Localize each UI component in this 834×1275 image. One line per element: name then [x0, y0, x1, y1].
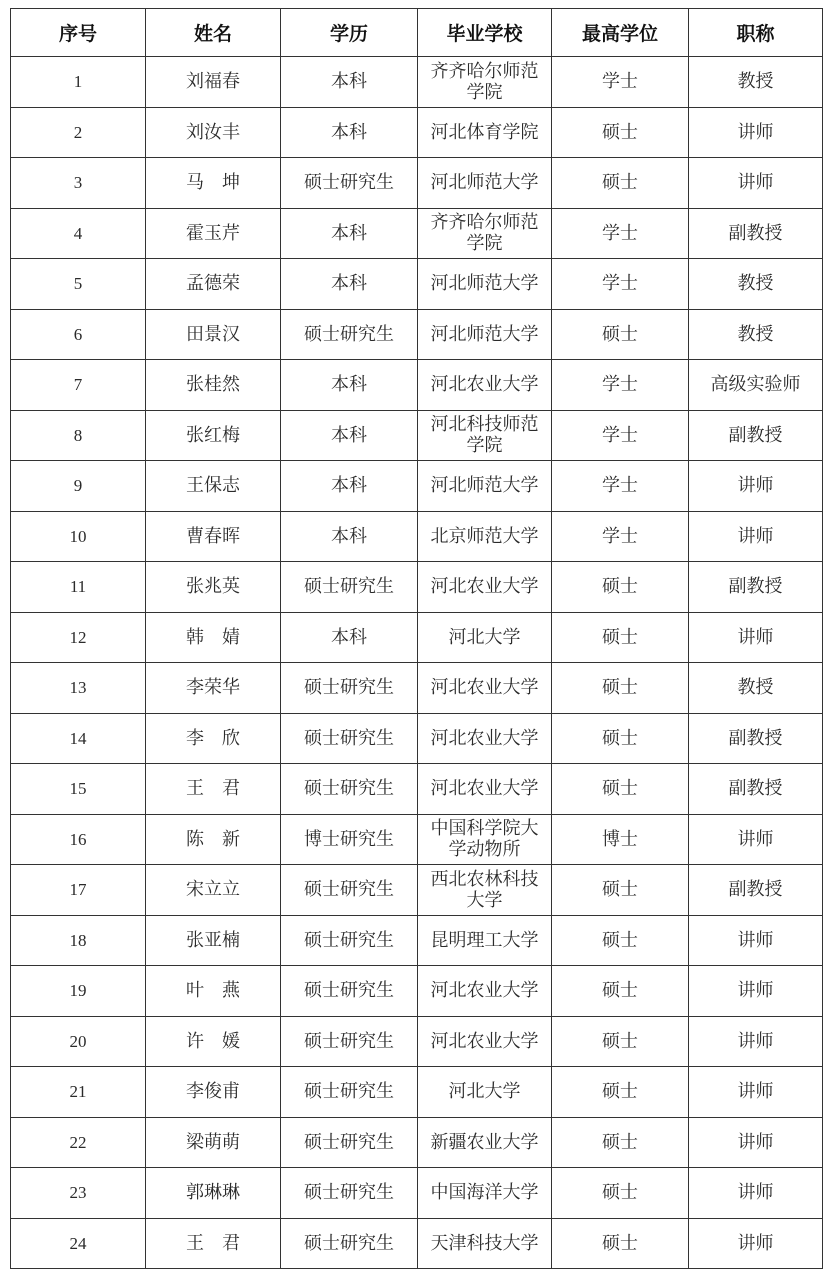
cell-serial-number: 19 [11, 966, 146, 1017]
cell-professional-title: 讲师 [689, 1067, 823, 1118]
cell-highest-degree: 硕士 [552, 107, 689, 158]
table-row [11, 1168, 823, 1219]
cell-education: 硕士研究生 [281, 865, 418, 916]
cell-graduated-school: 河北师范大学 [418, 259, 552, 310]
cell-name: 张亚楠 [146, 915, 281, 966]
cell-serial-number: 13 [11, 663, 146, 714]
cell-education: 硕士研究生 [281, 764, 418, 815]
table-body [11, 57, 823, 1269]
table-row [11, 107, 823, 158]
cell-highest-degree: 硕士 [552, 158, 689, 209]
cell-name: 张桂然 [146, 360, 281, 411]
cell-graduated-school: 西北农林科技大学 [418, 865, 552, 916]
header-serial-number: 序号 [11, 9, 146, 57]
table-row [11, 158, 823, 209]
cell-professional-title: 讲师 [689, 107, 823, 158]
cell-professional-title: 教授 [689, 259, 823, 310]
cell-graduated-school: 天津科技大学 [418, 1218, 552, 1269]
cell-serial-number: 6 [11, 309, 146, 360]
cell-highest-degree: 学士 [552, 410, 689, 461]
cell-serial-number: 4 [11, 208, 146, 259]
cell-serial-number: 20 [11, 1016, 146, 1067]
table-row [11, 410, 823, 461]
table-row [11, 1117, 823, 1168]
table-row [11, 562, 823, 613]
cell-highest-degree: 硕士 [552, 1016, 689, 1067]
cell-highest-degree: 学士 [552, 461, 689, 512]
cell-name: 李荣华 [146, 663, 281, 714]
cell-serial-number: 11 [11, 562, 146, 613]
cell-professional-title: 教授 [689, 663, 823, 714]
cell-education: 硕士研究生 [281, 663, 418, 714]
cell-highest-degree: 硕士 [552, 764, 689, 815]
cell-highest-degree: 学士 [552, 360, 689, 411]
cell-serial-number: 23 [11, 1168, 146, 1219]
cell-serial-number: 18 [11, 915, 146, 966]
header-name: 姓名 [146, 9, 281, 57]
cell-education: 硕士研究生 [281, 713, 418, 764]
cell-name: 许 媛 [146, 1016, 281, 1067]
cell-highest-degree: 硕士 [552, 309, 689, 360]
cell-name: 王 君 [146, 1218, 281, 1269]
table-row [11, 208, 823, 259]
faculty-roster-sheet [10, 8, 822, 1269]
table-row [11, 511, 823, 562]
cell-education: 硕士研究生 [281, 1168, 418, 1219]
cell-graduated-school: 河北农业大学 [418, 966, 552, 1017]
cell-graduated-school: 河北体育学院 [418, 107, 552, 158]
cell-name: 霍玉芹 [146, 208, 281, 259]
cell-education: 硕士研究生 [281, 309, 418, 360]
cell-education: 硕士研究生 [281, 1117, 418, 1168]
cell-education: 本科 [281, 208, 418, 259]
cell-serial-number: 10 [11, 511, 146, 562]
cell-professional-title: 讲师 [689, 612, 823, 663]
faculty-roster-table [10, 8, 823, 1269]
cell-graduated-school: 河北农业大学 [418, 562, 552, 613]
cell-serial-number: 22 [11, 1117, 146, 1168]
cell-education: 本科 [281, 461, 418, 512]
cell-education: 本科 [281, 107, 418, 158]
table-row [11, 1218, 823, 1269]
cell-education: 硕士研究生 [281, 158, 418, 209]
cell-name: 孟德荣 [146, 259, 281, 310]
table-row [11, 713, 823, 764]
cell-highest-degree: 硕士 [552, 663, 689, 714]
cell-graduated-school: 齐齐哈尔师范学院 [418, 208, 552, 259]
table-row [11, 865, 823, 916]
cell-name: 张兆英 [146, 562, 281, 613]
cell-serial-number: 7 [11, 360, 146, 411]
cell-professional-title: 讲师 [689, 461, 823, 512]
cell-name: 张红梅 [146, 410, 281, 461]
cell-serial-number: 16 [11, 814, 146, 865]
cell-professional-title: 副教授 [689, 865, 823, 916]
cell-graduated-school: 中国海洋大学 [418, 1168, 552, 1219]
table-row [11, 1016, 823, 1067]
cell-serial-number: 24 [11, 1218, 146, 1269]
cell-serial-number: 12 [11, 612, 146, 663]
cell-education: 硕士研究生 [281, 562, 418, 613]
cell-graduated-school: 河北科技师范学院 [418, 410, 552, 461]
cell-professional-title: 讲师 [689, 814, 823, 865]
cell-highest-degree: 硕士 [552, 915, 689, 966]
cell-graduated-school: 河北农业大学 [418, 764, 552, 815]
cell-education: 本科 [281, 410, 418, 461]
cell-professional-title: 讲师 [689, 1117, 823, 1168]
cell-education: 硕士研究生 [281, 1218, 418, 1269]
cell-name: 田景汉 [146, 309, 281, 360]
cell-serial-number: 9 [11, 461, 146, 512]
cell-graduated-school: 新疆农业大学 [418, 1117, 552, 1168]
cell-highest-degree: 学士 [552, 259, 689, 310]
table-row [11, 814, 823, 865]
header-graduated-school: 毕业学校 [418, 9, 552, 57]
cell-education: 硕士研究生 [281, 966, 418, 1017]
cell-serial-number: 2 [11, 107, 146, 158]
cell-name: 王 君 [146, 764, 281, 815]
cell-highest-degree: 硕士 [552, 1117, 689, 1168]
cell-professional-title: 讲师 [689, 915, 823, 966]
cell-highest-degree: 硕士 [552, 562, 689, 613]
cell-graduated-school: 北京师范大学 [418, 511, 552, 562]
header-professional-title: 职称 [689, 9, 823, 57]
table-row [11, 461, 823, 512]
cell-graduated-school: 中国科学院大学动物所 [418, 814, 552, 865]
cell-graduated-school: 河北农业大学 [418, 663, 552, 714]
cell-name: 李俊甫 [146, 1067, 281, 1118]
cell-education: 硕士研究生 [281, 915, 418, 966]
header-highest-degree: 最高学位 [552, 9, 689, 57]
cell-serial-number: 15 [11, 764, 146, 815]
cell-graduated-school: 河北师范大学 [418, 461, 552, 512]
cell-serial-number: 8 [11, 410, 146, 461]
cell-professional-title: 教授 [689, 57, 823, 108]
cell-education: 本科 [281, 612, 418, 663]
cell-highest-degree: 硕士 [552, 1168, 689, 1219]
cell-professional-title: 教授 [689, 309, 823, 360]
cell-graduated-school: 河北师范大学 [418, 309, 552, 360]
cell-serial-number: 14 [11, 713, 146, 764]
header-row [11, 9, 823, 57]
cell-professional-title: 讲师 [689, 511, 823, 562]
cell-professional-title: 副教授 [689, 562, 823, 613]
table-row [11, 1067, 823, 1118]
cell-serial-number: 1 [11, 57, 146, 108]
cell-professional-title: 副教授 [689, 713, 823, 764]
header-education: 学历 [281, 9, 418, 57]
cell-graduated-school: 河北大学 [418, 1067, 552, 1118]
table-row [11, 663, 823, 714]
cell-name: 梁萌萌 [146, 1117, 281, 1168]
cell-professional-title: 讲师 [689, 1168, 823, 1219]
cell-professional-title: 讲师 [689, 1218, 823, 1269]
cell-highest-degree: 博士 [552, 814, 689, 865]
cell-education: 硕士研究生 [281, 1016, 418, 1067]
table-row [11, 764, 823, 815]
cell-highest-degree: 学士 [552, 511, 689, 562]
cell-professional-title: 讲师 [689, 1016, 823, 1067]
cell-graduated-school: 河北农业大学 [418, 1016, 552, 1067]
cell-highest-degree: 硕士 [552, 865, 689, 916]
cell-professional-title: 讲师 [689, 966, 823, 1017]
cell-graduated-school: 河北师范大学 [418, 158, 552, 209]
cell-education: 本科 [281, 511, 418, 562]
cell-name: 陈 新 [146, 814, 281, 865]
cell-name: 马 坤 [146, 158, 281, 209]
cell-education: 硕士研究生 [281, 1067, 418, 1118]
cell-name: 叶 燕 [146, 966, 281, 1017]
table-row [11, 915, 823, 966]
cell-highest-degree: 硕士 [552, 612, 689, 663]
cell-professional-title: 副教授 [689, 410, 823, 461]
cell-highest-degree: 学士 [552, 208, 689, 259]
cell-name: 宋立立 [146, 865, 281, 916]
cell-graduated-school: 河北大学 [418, 612, 552, 663]
cell-education: 博士研究生 [281, 814, 418, 865]
cell-graduated-school: 河北农业大学 [418, 360, 552, 411]
cell-highest-degree: 硕士 [552, 966, 689, 1017]
table-row [11, 309, 823, 360]
cell-highest-degree: 硕士 [552, 1218, 689, 1269]
table-row [11, 259, 823, 310]
cell-professional-title: 高级实验师 [689, 360, 823, 411]
cell-graduated-school: 河北农业大学 [418, 713, 552, 764]
cell-serial-number: 5 [11, 259, 146, 310]
table-row [11, 966, 823, 1017]
cell-highest-degree: 硕士 [552, 1067, 689, 1118]
cell-name: 刘福春 [146, 57, 281, 108]
cell-highest-degree: 学士 [552, 57, 689, 108]
cell-serial-number: 21 [11, 1067, 146, 1118]
cell-education: 本科 [281, 259, 418, 310]
cell-serial-number: 17 [11, 865, 146, 916]
cell-education: 本科 [281, 360, 418, 411]
cell-graduated-school: 齐齐哈尔师范学院 [418, 57, 552, 108]
cell-name: 刘汝丰 [146, 107, 281, 158]
cell-professional-title: 副教授 [689, 764, 823, 815]
cell-name: 郭琳琳 [146, 1168, 281, 1219]
cell-name: 曹春晖 [146, 511, 281, 562]
cell-serial-number: 3 [11, 158, 146, 209]
cell-professional-title: 副教授 [689, 208, 823, 259]
table-row [11, 57, 823, 108]
cell-name: 李 欣 [146, 713, 281, 764]
cell-highest-degree: 硕士 [552, 713, 689, 764]
table-row [11, 360, 823, 411]
cell-graduated-school: 昆明理工大学 [418, 915, 552, 966]
cell-name: 王保志 [146, 461, 281, 512]
cell-name: 韩 婧 [146, 612, 281, 663]
cell-education: 本科 [281, 57, 418, 108]
cell-professional-title: 讲师 [689, 158, 823, 209]
table-row [11, 612, 823, 663]
table-header [11, 9, 823, 57]
